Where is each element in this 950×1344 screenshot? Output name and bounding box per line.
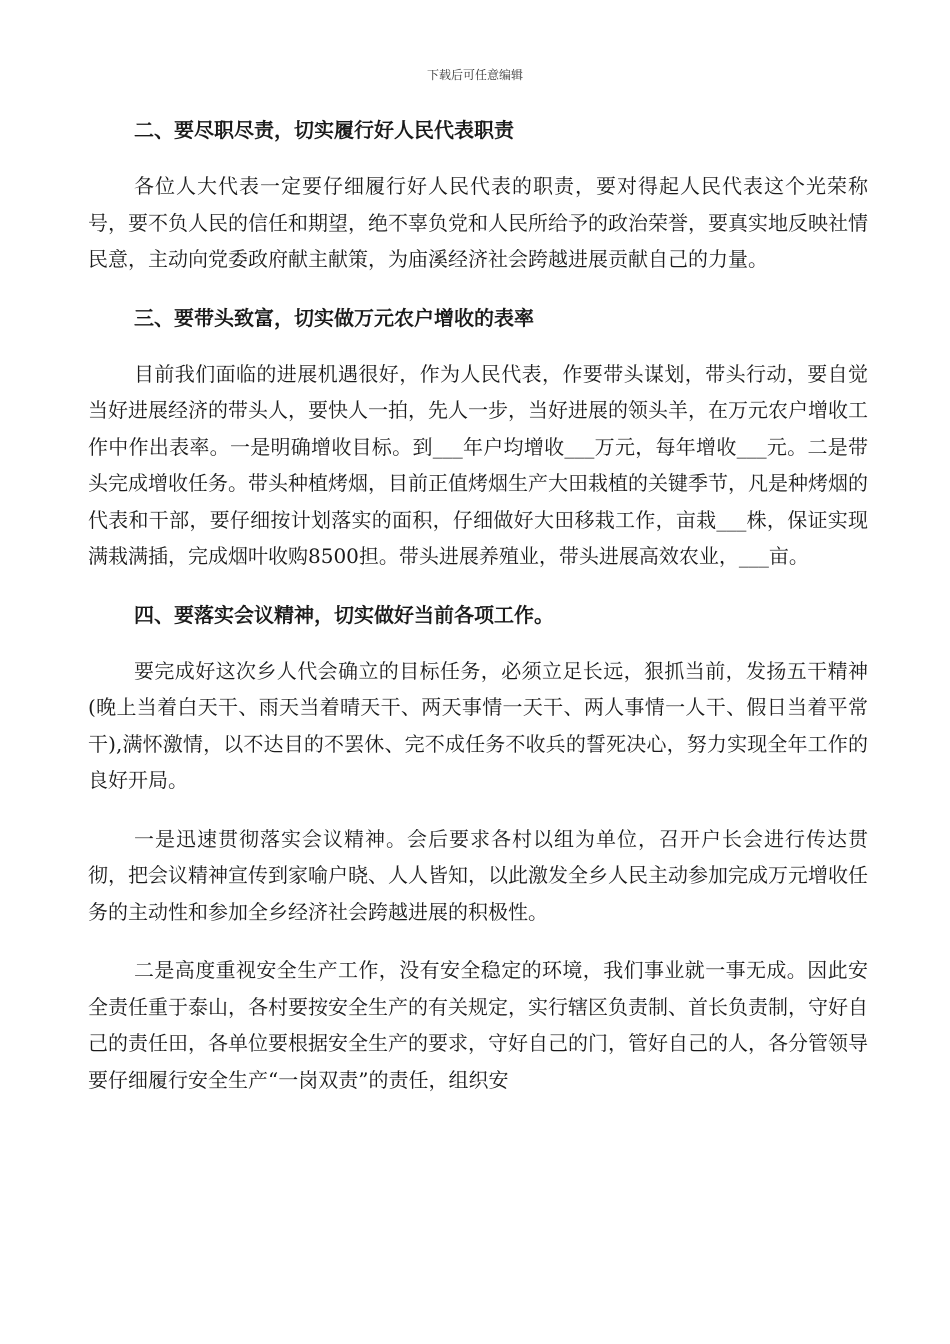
section-heading-4: 四、要落实会议精神，切实做好当前各项工作。 bbox=[134, 602, 554, 627]
section-3-paragraph-1: 目前我们面临的进展机遇很好，作为人民代表，作要带头谋划，带头行动，要自觉当好进展经济的带头人，要快人一拍，先人一步，当好进展的领头羊，在万元农户增收工作中作出表率。一是明确增收目标。到___年户均增收___万元，每年增收___元。二是带头完成增收任务。带头种植烤烟，目前正值烤烟生产大田栽植的关键季节，凡是种烤烟的代表和干部，要仔细按计划落实的面积，仔细做好大田移栽工作，亩栽___株，保证实现满栽满插，完成烟叶收购8500担。带头进展养殖业，带头进展高效农业，___亩。 bbox=[88, 361, 868, 568]
page-header-note: 下载后可任意编辑 bbox=[426, 68, 523, 82]
section-heading-2: 二、要尽职尽责，切实履行好人民代表职责 bbox=[134, 118, 514, 142]
section-4-paragraph-3: 二是高度重视安全生产工作，没有安全稳定的环境，我们事业就一事无成。因此安全责任重于泰山，各村要按安全生产的有关规定，实行辖区负责制、首长负责制，守好自己的责任田，各单位要根据安全生产的要求，守好自己的门，管好自己的人，各分管领导要仔细履行安全生产“一岗双责”的责任，组织安 bbox=[88, 958, 868, 1092]
section-4-paragraph-2: 一是迅速贯彻落实会议精神。会后要求各村以组为单位，召开户长会进行传达贯彻，把会议精神宣传到家喻户晓、人人皆知，以此激发全乡人民主动参加完成万元增收任务的主动性和参加全乡经济社会跨越进展的积极性。 bbox=[88, 826, 868, 924]
section-heading-3: 三、要带头致富，切实做万元农户增收的表率 bbox=[134, 305, 534, 330]
document-body bbox=[88, 112, 868, 1120]
section-2-paragraph-1: 各位人大代表一定要仔细履行好人民代表的职责，要对得起人民代表这个光荣称号，要不负人民的信任和期望，绝不辜负党和人民所给予的政治荣誉，要真实地反映社情民意，主动向党委政府献主献策，为庙溪经济社会跨越进展贡献自己的力量。 bbox=[88, 174, 868, 271]
section-4-paragraph-1: 要完成好这次乡人代会确立的目标任务，必须立足长远，狠抓当前，发扬五干精神(晚上当着白天干、雨天当着晴天干、两天事情一天干、两人事情一人干、假日当着平常干),满怀激情，以不达目的不罢休、完不成任务不收兵的誓死决心，努力实现全年工作的良好开局。 bbox=[88, 658, 868, 792]
